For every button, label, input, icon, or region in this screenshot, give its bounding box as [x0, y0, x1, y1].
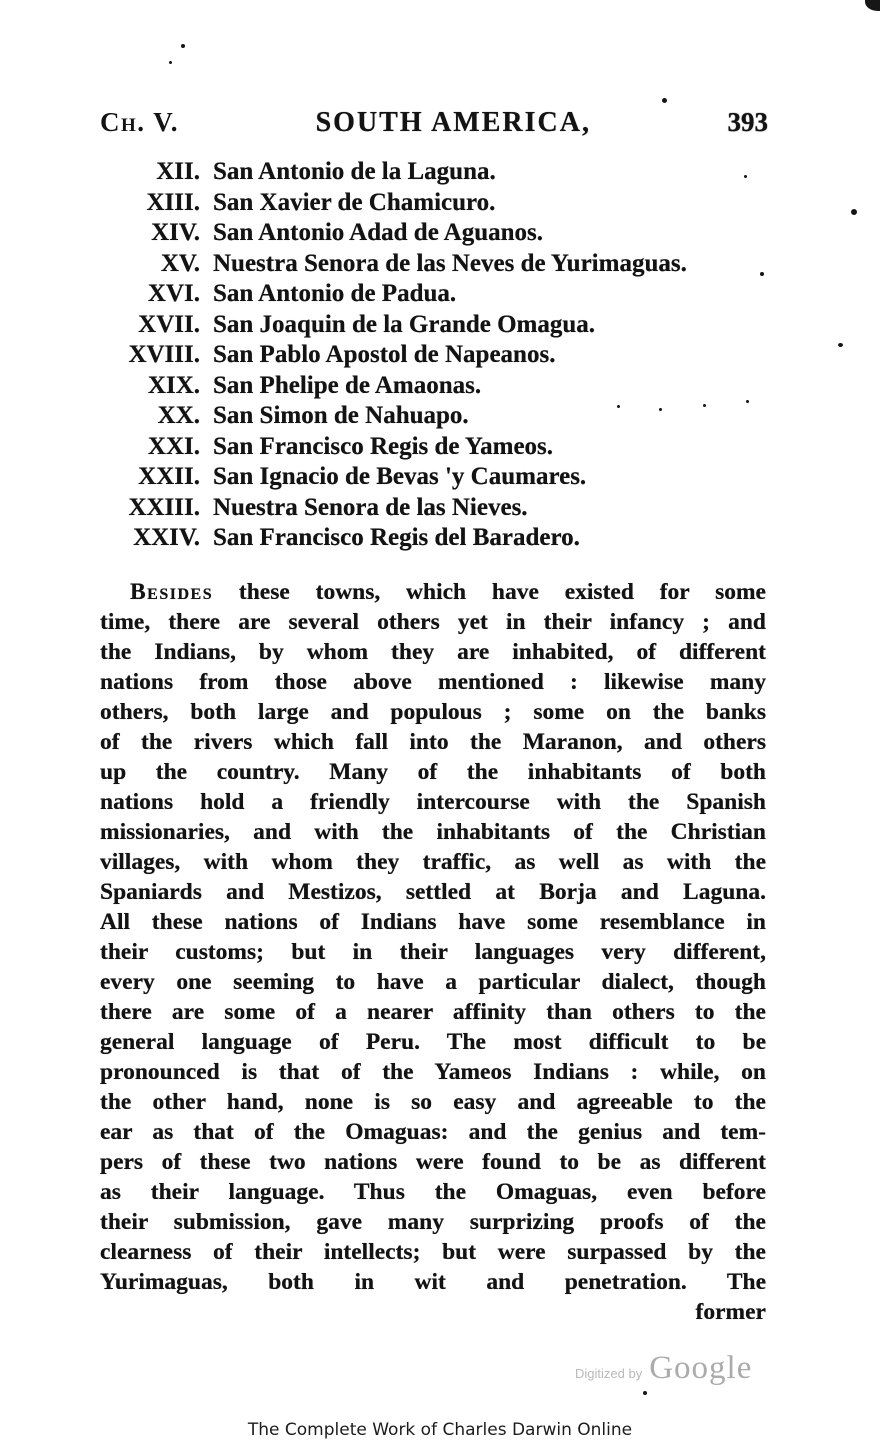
page-number: 393	[727, 107, 768, 137]
paragraph-line: All these nations of Indians have some resemblance in	[100, 909, 766, 935]
paragraph-line: ear as that of the Omaguas: and the genius and tem-	[100, 1119, 766, 1145]
paragraph-line: their submission, gave many surprizing proofs of the	[100, 1209, 766, 1235]
paragraph-line: clearness of their intellects; but were surpassed by the	[100, 1239, 766, 1265]
paragraph-line: every one seeming to have a particular dialect, though	[100, 969, 766, 995]
body-paragraph	[100, 577, 766, 1327]
paragraph-line: nations hold a friendly intercourse with the Spanish	[100, 789, 766, 815]
paragraph-line: the Indians, by whom they are inhabited, of different	[100, 639, 766, 665]
mission-name: San Antonio de la Laguna.	[213, 158, 496, 185]
paragraph-line: as their language. Thus the Omaguas, even before	[100, 1179, 766, 1205]
mission-numeral: XXI.	[147, 432, 200, 460]
mission-name: Nuestra Senora de las Nieves.	[213, 493, 528, 521]
mission-numeral: XIII.	[146, 188, 200, 216]
mission-list-item	[100, 310, 780, 341]
mission-list-item	[100, 188, 780, 219]
mission-name: San Pablo Apostol de Napeanos.	[213, 341, 556, 368]
digitized-by-label: Digitized by	[575, 1366, 643, 1381]
paragraph-line: Yurimaguas, both in wit and penetration. The	[100, 1269, 766, 1295]
scan-speck	[169, 61, 172, 64]
mission-name: San Antonio Adad de Aguanos.	[213, 219, 544, 246]
paragraph-line: others, both large and populous ; some on the banks	[100, 699, 766, 725]
mission-name: San Simon de Nahuapo.	[213, 402, 469, 429]
scan-speck	[703, 404, 706, 407]
running-title: SOUTH AMERICA,	[315, 107, 591, 138]
scan-speck	[659, 408, 662, 411]
paragraph-line: Besides these towns, which have existed for some	[130, 579, 766, 605]
paragraph-line: nations from those above mentioned : likewise many	[100, 669, 766, 695]
paragraph-line: the other hand, none is so easy and agreeable to the	[100, 1089, 766, 1115]
catchword: former	[695, 1299, 766, 1325]
mission-list-item	[100, 523, 780, 554]
mission-list-item	[100, 218, 780, 249]
scan-speck	[760, 272, 764, 276]
mission-name: Nuestra Senora de las Neves de Yurimaguas.	[213, 249, 687, 277]
mission-name: San Ignacio de Bevas 'y Caumares.	[213, 463, 587, 490]
mission-numeral: XV.	[160, 249, 200, 277]
mission-name: San Francisco Regis de Yameos.	[213, 432, 554, 460]
paragraph-line: their customs; but in their languages very different,	[100, 939, 766, 965]
paragraph-line: Spaniards and Mestizos, settled at Borja and Laguna.	[100, 879, 766, 905]
mission-list-item	[100, 249, 780, 280]
paragraph-line: general language of Peru. The most difficult to be	[100, 1029, 766, 1055]
scan-speck	[838, 343, 843, 347]
mission-list	[100, 157, 780, 554]
scan-corner-blotch	[865, 0, 880, 11]
mission-numeral: XX.	[157, 402, 200, 429]
chapter-label: Ch. V.	[100, 107, 180, 137]
mission-numeral: XII.	[156, 158, 200, 185]
mission-list-item	[100, 401, 780, 432]
mission-numeral: XXII.	[138, 463, 200, 490]
paragraph-line: there are some of a nearer affinity than others to the	[100, 999, 766, 1025]
mission-numeral: XVIII.	[128, 341, 200, 368]
paragraph-line: of the rivers which fall into the Maranon, and others	[100, 729, 766, 755]
mission-list-item	[100, 462, 780, 493]
mission-name: San Phelipe de Amaonas.	[213, 371, 482, 399]
mission-list-item	[100, 340, 780, 371]
paragraph-line: pronounced is that of the Yameos Indians : while, on	[100, 1059, 766, 1085]
paragraph-line: up the country. Many of the inhabitants of both	[100, 759, 766, 785]
mission-numeral: XVI.	[147, 280, 200, 307]
paragraph-line: missionaries, and with the inhabitants of the Christian	[100, 819, 766, 845]
scan-speck	[851, 209, 857, 215]
mission-numeral: XVII.	[138, 310, 200, 338]
mission-name: San Antonio de Padua.	[213, 280, 457, 307]
mission-numeral: XXIII.	[128, 493, 200, 521]
paragraph-lead-word: Besides	[130, 579, 214, 605]
paragraph-line: villages, with whom they traffic, as well as with the	[100, 849, 766, 875]
mission-name: San Joaquin de la Grande Omagua.	[213, 310, 596, 338]
page-header	[100, 107, 768, 139]
footer-caption: The Complete Work of Charles Darwin Online	[247, 1420, 633, 1440]
paragraph-line: time, there are several others yet in their infancy ; and	[100, 609, 766, 635]
scan-speck	[181, 44, 185, 48]
mission-list-item	[100, 371, 780, 402]
mission-numeral: XIV.	[151, 219, 200, 246]
mission-name: San Francisco Regis del Baradero.	[213, 524, 580, 551]
scan-speck	[662, 98, 667, 103]
paragraph-line: pers of these two nations were found to be as different	[100, 1149, 766, 1175]
mission-list-item	[100, 279, 780, 310]
scan-speck	[617, 405, 620, 408]
scan-speck	[746, 400, 749, 403]
mission-list-item	[100, 157, 780, 188]
mission-list-item	[100, 432, 780, 463]
mission-numeral: XXIV.	[133, 524, 200, 551]
scan-speck	[744, 175, 747, 178]
mission-name: San Xavier de Chamicuro.	[213, 188, 496, 216]
digitization-watermark	[575, 1350, 752, 1387]
google-logo: Google	[649, 1350, 753, 1386]
mission-list-item	[100, 493, 780, 524]
scan-speck	[643, 1391, 647, 1395]
mission-numeral: XIX.	[147, 371, 200, 399]
